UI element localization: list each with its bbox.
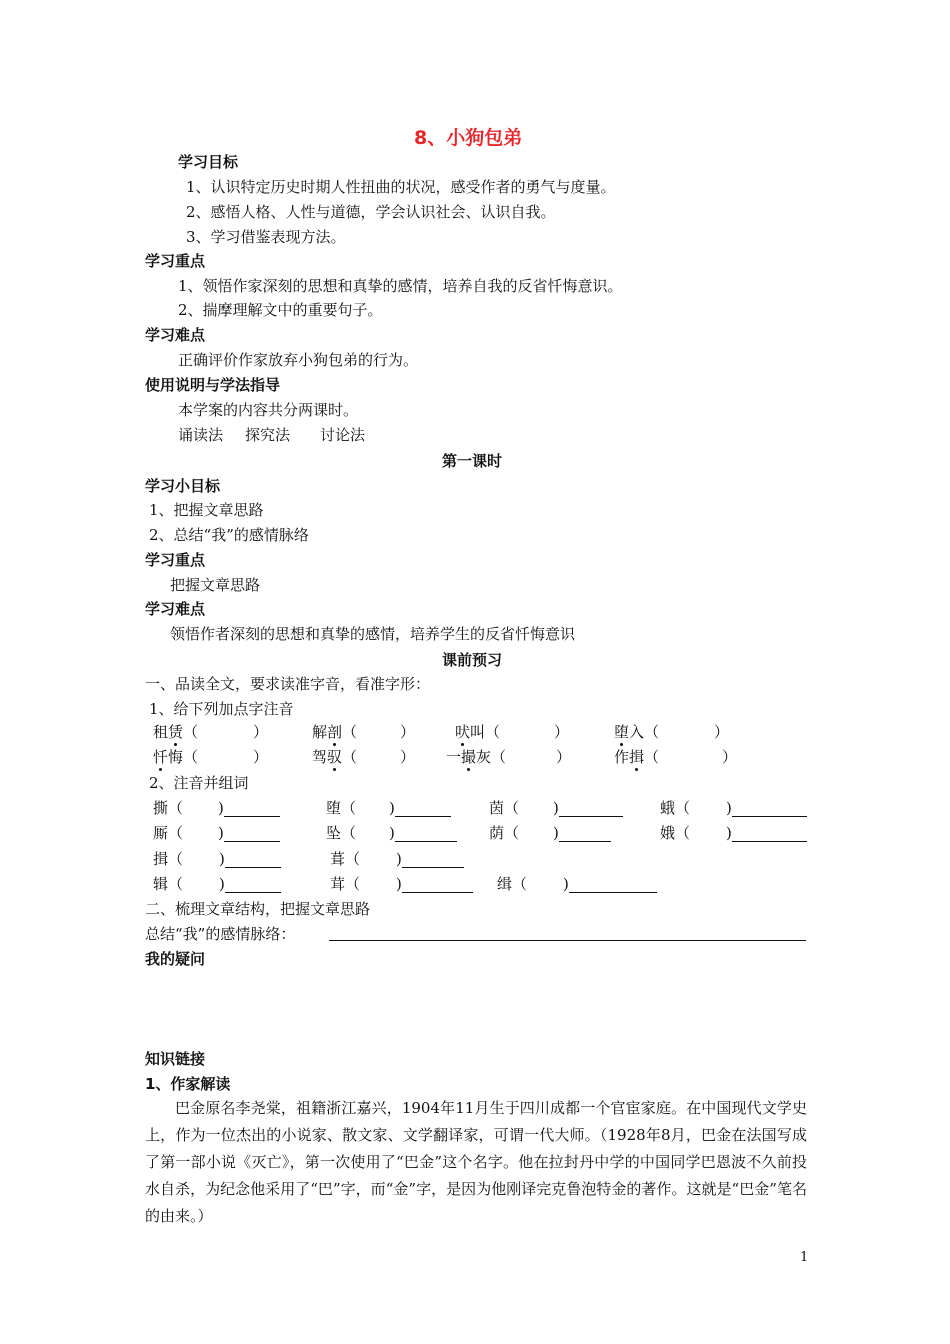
goal-item: 2、感悟人格、人性与道德，学会认识社会、认识自我。 bbox=[186, 203, 556, 221]
emotion-answer-line[interactable] bbox=[329, 940, 806, 941]
close-paren: ） bbox=[722, 748, 738, 766]
answer-blank[interactable]: ) bbox=[218, 799, 280, 817]
link-heading: 知识链接 bbox=[145, 1050, 206, 1068]
answer-blank[interactable]: ) bbox=[219, 850, 281, 868]
answer-blank[interactable]: ) bbox=[563, 875, 657, 893]
goal-item: 3、学习借鉴表现方法。 bbox=[186, 228, 346, 246]
answer-blank[interactable]: ) bbox=[553, 799, 623, 817]
close-paren: ） bbox=[253, 723, 269, 741]
close-paren: ） bbox=[714, 723, 730, 741]
char-item: 撕（ bbox=[153, 799, 184, 817]
pinyin-item: 作揖（ bbox=[614, 748, 660, 766]
pinyin-item: 忏悔（ bbox=[153, 748, 199, 766]
close-paren: ） bbox=[556, 748, 572, 766]
char-item: 厮（ bbox=[153, 824, 184, 842]
char-item: 茵（ bbox=[489, 799, 520, 817]
difficulty-heading: 学习难点 bbox=[145, 326, 206, 344]
preview-part1: 一、品读全文，要求读准字音，看准字形： bbox=[145, 675, 431, 693]
goal-item: 1、认识特定历史时期人性扭曲的状况，感受作者的勇气与度量。 bbox=[186, 178, 616, 196]
pinyin-item: 驾驭（ bbox=[312, 748, 358, 766]
char-item: 堕（ bbox=[326, 799, 357, 817]
emotion-label: 总结“我”的感情脉络： bbox=[145, 925, 296, 943]
lesson-key-text: 把握文章思路 bbox=[170, 576, 261, 594]
pinyin-item: 一撮灰（ bbox=[446, 748, 507, 766]
char-item: 坠（ bbox=[326, 824, 357, 842]
answer-blank[interactable]: ) bbox=[396, 875, 473, 893]
answer-blank[interactable]: ) bbox=[219, 875, 281, 893]
lesson-difficulty-heading: 学习难点 bbox=[145, 600, 206, 618]
char-item: 辑（ bbox=[153, 875, 184, 893]
char-item: 揖（ bbox=[153, 850, 184, 868]
key-heading: 学习重点 bbox=[145, 252, 206, 270]
char-item: 娥（ bbox=[660, 824, 691, 842]
char-item: 茸（ bbox=[330, 875, 361, 893]
close-paren: ） bbox=[400, 748, 416, 766]
link-subheading: 1、作家解读 bbox=[145, 1075, 231, 1093]
pinyin-item: 堕入（ bbox=[614, 723, 660, 741]
answer-blank[interactable]: ) bbox=[389, 824, 457, 842]
char-item: 蛾（ bbox=[660, 799, 691, 817]
preview-heading: 课前预习 bbox=[442, 651, 503, 669]
char-item: 缉（ bbox=[497, 875, 528, 893]
page-number: 1 bbox=[800, 1250, 809, 1265]
close-paren: ） bbox=[253, 748, 269, 766]
small-goal-item: 2、总结“我”的感情脉络 bbox=[149, 526, 309, 544]
close-paren: ） bbox=[400, 723, 416, 741]
pinyin-item: 租赁（ bbox=[153, 723, 199, 741]
goals-heading: 学习目标 bbox=[178, 153, 239, 171]
pinyin-item: 吠叫（ bbox=[455, 723, 501, 741]
preview-q1: 1、给下列加点字注音 bbox=[149, 700, 294, 718]
author-paragraph: 巴金原名李尧棠，祖籍浙江嘉兴，1904年11月生于四川成都一个官宦家庭。在中国现代文学史上，作为一位杰出的小说家、散文家、文学翻译家，可谓一代大师。（1928年8月，巴金在法国写成了第一部小说《灭亡》，第一次使用了“巴金”这个名字。他在拉封丹中学的中国同学巴恩波不久前投水自杀，为纪念他采用了“巴”字，而“金”字，是因为他刚译完克鲁泡特金的著作。这就是“巴金”笔名的由来。） bbox=[145, 1099, 807, 1225]
method-item: 探究法 bbox=[245, 426, 291, 444]
method-item: 讨论法 bbox=[320, 426, 366, 444]
usage-heading: 使用说明与学法指导 bbox=[145, 376, 281, 394]
question-heading: 我的疑问 bbox=[145, 950, 206, 968]
lesson-key-heading: 学习重点 bbox=[145, 551, 206, 569]
key-item: 1、领悟作家深刻的思想和真挚的感情，培养自我的反省忏悔意识。 bbox=[178, 277, 623, 295]
preview-q2: 2、注音并组词 bbox=[149, 774, 249, 792]
difficulty-text: 正确评价作家放弃小狗包弟的行为。 bbox=[178, 351, 419, 369]
answer-blank[interactable]: ) bbox=[726, 799, 807, 817]
page-title: 8、小狗包弟 bbox=[414, 127, 523, 149]
close-paren: ） bbox=[554, 723, 570, 741]
method-item: 诵读法 bbox=[178, 426, 224, 444]
lesson-heading: 第一课时 bbox=[442, 452, 503, 470]
answer-blank[interactable]: ) bbox=[389, 799, 451, 817]
key-item: 2、揣摩理解文中的重要句子。 bbox=[178, 301, 383, 319]
char-item: 荫（ bbox=[489, 824, 520, 842]
answer-blank[interactable]: ) bbox=[553, 824, 611, 842]
answer-blank[interactable]: ) bbox=[396, 850, 464, 868]
lesson-difficulty-text: 领悟作者深刻的思想和真挚的感情，培养学生的反省忏悔意识 bbox=[170, 625, 576, 643]
answer-blank[interactable]: ) bbox=[726, 824, 807, 842]
preview-part2: 二、梳理文章结构，把握文章思路 bbox=[145, 900, 371, 918]
pinyin-item: 解剖（ bbox=[312, 723, 358, 741]
answer-blank[interactable]: ) bbox=[218, 824, 280, 842]
small-goal-item: 1、把握文章思路 bbox=[149, 501, 264, 519]
usage-text: 本学案的内容共分两课时。 bbox=[178, 401, 359, 419]
small-goals-heading: 学习小目标 bbox=[145, 477, 221, 495]
char-item: 葺（ bbox=[330, 850, 361, 868]
